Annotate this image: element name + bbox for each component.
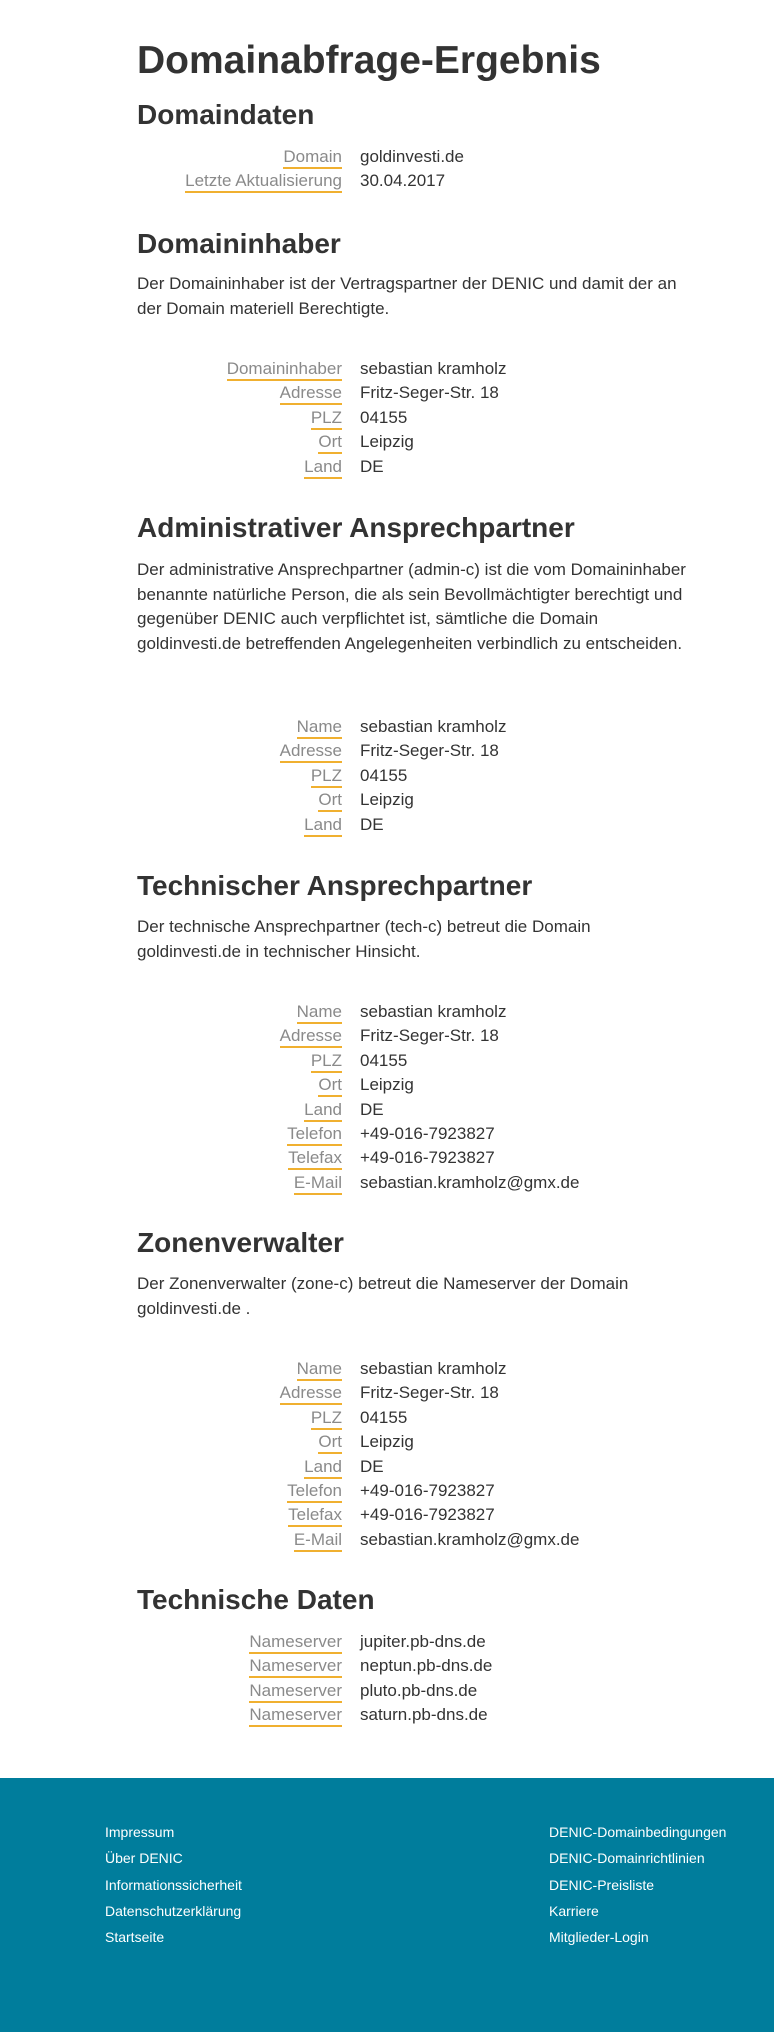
kv-value: Leipzig — [360, 790, 414, 810]
kv-label: Land — [304, 457, 342, 479]
kv-row — [0, 1408, 774, 1432]
kv-value: Leipzig — [360, 432, 414, 452]
kv-value: 04155 — [360, 765, 408, 785]
footer-links-right — [549, 1819, 726, 1950]
kv-value: +49-016-7923827 — [360, 1148, 495, 1168]
kv-value: Leipzig — [360, 1432, 414, 1452]
footer-link-datenschutz[interactable]: Datenschutzerklärung — [105, 1902, 242, 1919]
section-heading-tech: Technischer Ansprechpartner — [137, 870, 533, 901]
domaininhaber-table — [0, 359, 774, 481]
kv-value: Fritz-Seger-Str. 18 — [360, 1026, 499, 1046]
kv-value: neptun.pb-dns.de — [360, 1656, 493, 1676]
footer-link-domainbedingungen[interactable]: DENIC-Domainbedingungen — [549, 1824, 727, 1840]
kv-row — [0, 432, 774, 456]
site-footer — [0, 1778, 774, 2032]
kv-value: DE — [360, 456, 384, 476]
footer-links-left — [105, 1819, 242, 1950]
kv-value: 30.04.2017 — [360, 171, 446, 191]
kv-label: Nameserver — [249, 1681, 342, 1703]
zone-table — [0, 1359, 774, 1554]
footer-link-informationssicherheit[interactable]: Informationssicherheit — [105, 1876, 242, 1893]
section-heading-admin: Administrativer Ansprechpartner — [137, 512, 575, 543]
section-description: Der Domaininhaber ist der Vertragspartner der DENIC und damit der an der Domain materiell Berechtigte. — [137, 274, 677, 318]
kv-label: PLZ — [311, 408, 342, 430]
kv-label: Telefax — [288, 1505, 342, 1527]
kv-row — [0, 1481, 774, 1505]
kv-row — [0, 1632, 774, 1656]
kv-label: E-Mail — [294, 1530, 342, 1552]
kv-row — [0, 1173, 774, 1197]
kv-value: 04155 — [360, 407, 408, 427]
kv-label: Ort — [318, 432, 342, 454]
kv-value: DE — [360, 814, 384, 834]
kv-label: Adresse — [280, 383, 342, 405]
kv-label: Adresse — [280, 741, 342, 763]
section-heading-zone: Zonenverwalter — [137, 1227, 344, 1258]
domaindaten-table — [0, 147, 774, 196]
kv-label: Telefon — [287, 1124, 342, 1146]
kv-row — [0, 1530, 774, 1554]
kv-value: 04155 — [360, 1407, 408, 1427]
kv-row — [0, 1100, 774, 1124]
section-heading-domaindaten: Domaindaten — [137, 99, 315, 130]
kv-row — [0, 1026, 774, 1050]
kv-label: Letzte Aktualisierung — [185, 171, 342, 193]
section-heading-technische-daten: Technische Daten — [137, 1584, 375, 1615]
kv-label: Adresse — [280, 1383, 342, 1405]
kv-value: goldinvesti.de — [360, 147, 464, 166]
kv-row — [0, 408, 774, 432]
kv-label: Nameserver — [249, 1656, 342, 1678]
section-description: Der Zonenverwalter (zone-c) betreut die Nameserver der Domain goldinvesti.de . — [137, 1274, 629, 1318]
kv-value: pluto.pb-dns.de — [360, 1680, 478, 1700]
kv-row — [0, 1075, 774, 1099]
kv-value: sebastian kramholz — [360, 1002, 507, 1021]
kv-value: DE — [360, 1456, 384, 1476]
kv-value: sebastian kramholz — [360, 359, 507, 378]
kv-value: jupiter.pb-dns.de — [360, 1632, 486, 1651]
footer-link-domainrichtlinien[interactable]: DENIC-Domainrichtlinien — [549, 1850, 705, 1867]
kv-label: Nameserver — [249, 1632, 342, 1654]
kv-value: Fritz-Seger-Str. 18 — [360, 1383, 499, 1403]
kv-row — [0, 1681, 774, 1705]
kv-value: Fritz-Seger-Str. 18 — [360, 383, 499, 403]
kv-row — [0, 1148, 774, 1172]
kv-label: Land — [304, 1100, 342, 1122]
kv-label: Ort — [318, 790, 342, 812]
kv-row — [0, 1051, 774, 1075]
kv-value: saturn.pb-dns.de — [360, 1705, 488, 1725]
footer-link-karriere[interactable]: Karriere — [549, 1902, 599, 1919]
kv-row — [0, 147, 774, 171]
kv-value: +49-016-7923827 — [360, 1505, 495, 1525]
admin-table — [0, 717, 774, 839]
kv-label: Telefax — [288, 1148, 342, 1170]
nameserver-table — [0, 1632, 774, 1730]
section-description: Der technische Ansprechpartner (tech-c) betreut die Domain goldinvesti.de in technischer Hinsicht. — [137, 917, 591, 961]
kv-row — [0, 1432, 774, 1456]
kv-value: sebastian.kramholz@gmx.de — [360, 1172, 580, 1192]
kv-row — [0, 1359, 774, 1383]
kv-row — [0, 815, 774, 839]
kv-value: +49-016-7923827 — [360, 1123, 495, 1143]
kv-row — [0, 790, 774, 814]
kv-label: Land — [304, 815, 342, 837]
kv-value: sebastian.kramholz@gmx.de — [360, 1529, 580, 1549]
kv-row — [0, 717, 774, 741]
tech-table — [0, 1002, 774, 1197]
kv-row — [0, 1124, 774, 1148]
kv-row — [0, 457, 774, 481]
kv-label: Name — [297, 1002, 342, 1024]
kv-label: Name — [297, 717, 342, 739]
footer-link-preisliste[interactable]: DENIC-Preisliste — [549, 1876, 655, 1893]
kv-row — [0, 1002, 774, 1026]
kv-label: Nameserver — [249, 1705, 342, 1727]
kv-value: DE — [360, 1099, 384, 1119]
kv-value: Leipzig — [360, 1075, 414, 1095]
kv-row — [0, 359, 774, 383]
kv-label: Telefon — [287, 1481, 342, 1503]
kv-value: 04155 — [360, 1050, 408, 1070]
kv-label: Land — [304, 1457, 342, 1479]
kv-label: Domain — [283, 147, 342, 169]
kv-value: Fritz-Seger-Str. 18 — [360, 741, 499, 761]
kv-row — [0, 741, 774, 765]
kv-row — [0, 1656, 774, 1680]
section-heading-domaininhaber: Domaininhaber — [137, 228, 341, 259]
kv-row — [0, 1705, 774, 1729]
kv-label: E-Mail — [294, 1173, 342, 1195]
footer-link-startseite[interactable]: Startseite — [105, 1929, 165, 1946]
page-title: Domainabfrage-Ergebnis — [137, 39, 601, 82]
kv-value: sebastian kramholz — [360, 1359, 507, 1378]
kv-row — [0, 171, 774, 195]
kv-label: Ort — [318, 1432, 342, 1454]
kv-row — [0, 766, 774, 790]
kv-label: Adresse — [280, 1026, 342, 1048]
kv-label: Ort — [318, 1075, 342, 1097]
kv-row — [0, 383, 774, 407]
kv-label: PLZ — [311, 1051, 342, 1073]
kv-row — [0, 1383, 774, 1407]
kv-value: sebastian kramholz — [360, 717, 507, 736]
kv-row — [0, 1457, 774, 1481]
kv-label: Name — [297, 1359, 342, 1381]
kv-label: PLZ — [311, 766, 342, 788]
kv-label: PLZ — [311, 1408, 342, 1430]
footer-link-ueber-denic[interactable]: Über DENIC — [105, 1850, 183, 1867]
kv-value: +49-016-7923827 — [360, 1480, 495, 1500]
kv-label: Domaininhaber — [227, 359, 342, 381]
section-description: Der administrative Ansprechpartner (admin-c) ist die vom Domaininhaber benannte natürliche Person, die als sein Bevollmächtigter berechtigt und gegenüber DENIC auch verpflichtet ist, sämtliche die Domain goldinvesti.de betreffenden Angelegenheiten verbindlich zu entscheiden. — [137, 560, 686, 653]
footer-link-impressum[interactable]: Impressum — [105, 1824, 175, 1840]
kv-row — [0, 1505, 774, 1529]
footer-link-mitglieder-login[interactable]: Mitglieder-Login — [549, 1929, 649, 1946]
